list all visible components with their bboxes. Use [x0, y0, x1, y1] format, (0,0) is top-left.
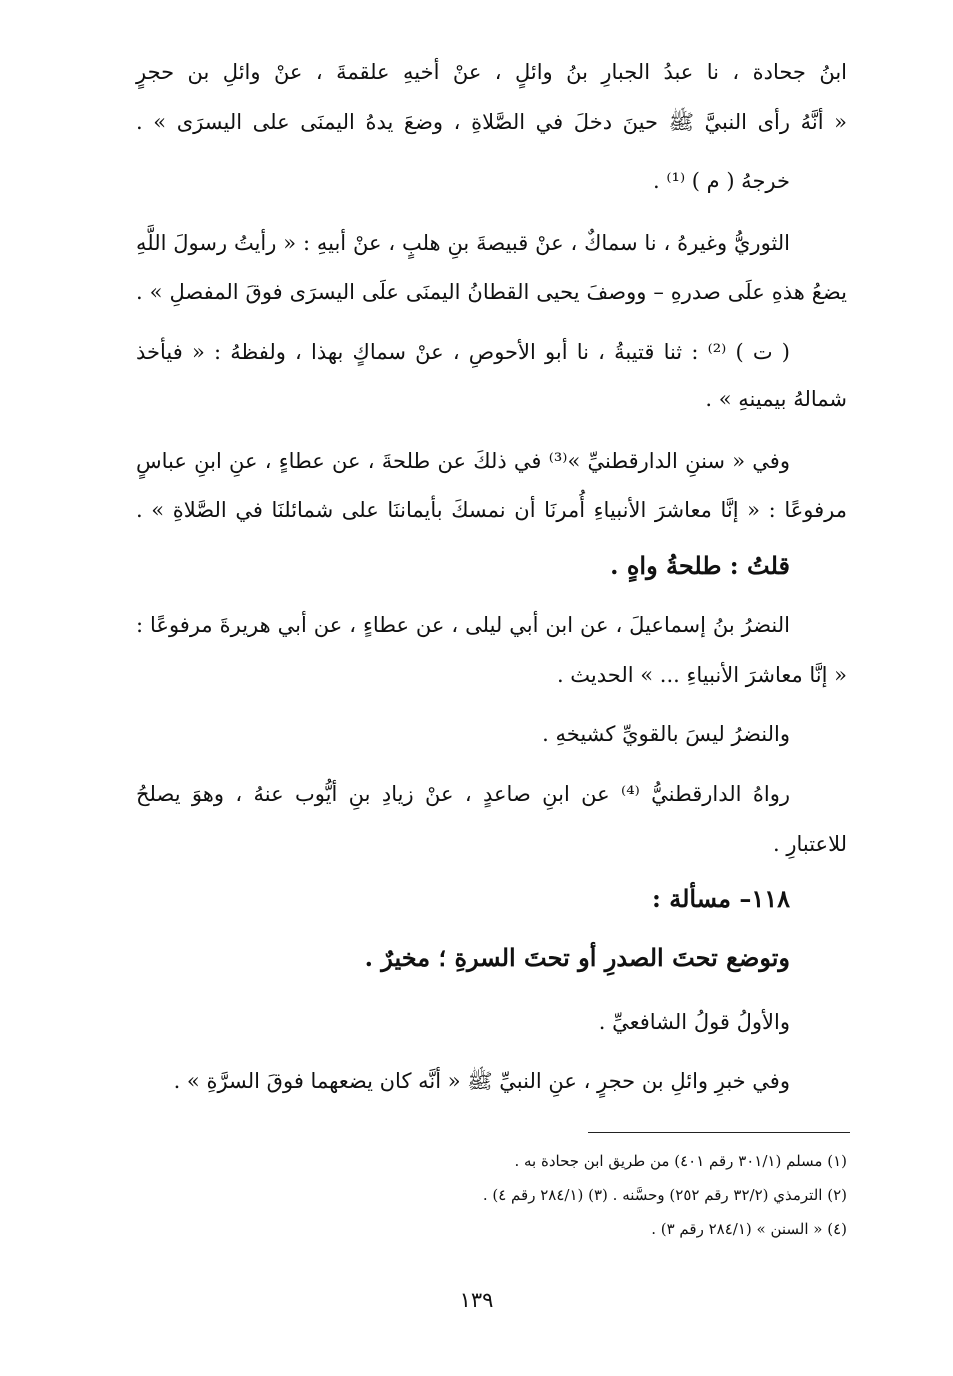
footnote-separator: [588, 1132, 850, 1133]
text-line-1: ابنُ جحادة ، نا عبدُ الجبارِ بنُ وائلٍ ، عنْ أخيهِ علقمةَ ، عنْ وائلِ بن حجرٍ: [136, 60, 847, 84]
text-line-6: ( ت ) ⁽²⁾ : ثنا قتيبةُ ، نا أبو الأحوصِ ، عنْ سماكٍ بهذا ، ولفظهُ : « فيأخذ: [136, 340, 790, 364]
text-line-8: وفي « سننِ الدارقطنيِّ »⁽³⁾ في ذلكَ عن طلحةَ ، عن عطاءٍ ، عنِ ابنِ عباسٍ: [136, 449, 790, 473]
text-line-5: يضعُ هذهِ علَى صدرهِ – ووصفَ يحيى القطانُ اليمنَى علَى اليسرَى فوقَ المفصلِ » .: [136, 280, 847, 304]
text-line-9: مرفوعًا : « إنَّا معاشرَ الأنبياءِ أُمرنَا أن نمسكَ بأيماننَا على شمائلنَا في الصَّلاةِ » .: [136, 498, 847, 522]
text-line-11: النضرُ بنُ إسماعيلَ ، عن ابن أبي ليلى ، عن عطاءٍ ، عن أبي هريرةَ مرفوعًا :: [136, 613, 790, 637]
footnote-1: (١) مسلم (٣٠١/١ رقم ٤٠١) من طريق ابن جحادة به .: [514, 1152, 847, 1170]
text-line-13: والنضرُ ليسَ بالقويِّ كشيخهِ .: [542, 722, 790, 746]
page-number: ١٣٩: [459, 1288, 494, 1312]
text-line-7: شمالهُ بيمينهِ » .: [705, 387, 847, 411]
text-line-3: خرجهُ ( م ) ⁽¹⁾ .: [653, 169, 790, 193]
text-line-4: الثوريُّ وغيرهُ ، نا سماكٌ ، عنْ قبيصةَ بنِ هلبٍ ، عنْ أبيهِ : « رأيتُ رسولَ اللَّهِ: [136, 231, 790, 255]
issue-statement: وتوضع تحتَ الصدرِ أو تحتَ السرةِ ؛ مخيرٌ .: [364, 943, 790, 972]
text-line-15: للاعتبارِ .: [772, 832, 847, 856]
text-line-14: رواهُ الدارقطنيُّ ⁽⁴⁾ عن ابنِ صاعدٍ ، عنْ زيادِ بنِ أيُّوب عنهُ ، وهوَ يصلحُ: [136, 782, 790, 806]
text-line-12: « إنَّا معاشرَ الأنبياءِ ... » الحديث .: [556, 663, 847, 687]
issue-heading: ١١٨– مسألة :: [652, 884, 790, 913]
text-line-19: وفي خبرِ وائلِ بن حجرٍ ، عنِ النبيِّ ﷺ « أنَّه كان يضعهما فوقَ السرَّةِ » .: [173, 1069, 790, 1093]
footnote-2-3: (٢) الترمذي (٣٢/٢ رقم ٢٥٢) وحسَّنه . (٣) (٢٨٤/١ رقم ٤) .: [482, 1186, 847, 1204]
footnote-4: (٤) « السنن » (٢٨٤/١ رقم ٣) .: [651, 1220, 847, 1238]
text-line-18: والأولُ قولُ الشافعيِّ .: [598, 1010, 790, 1034]
text-line-2: « أنَّهُ رأى النبيَّ ﷺ حينَ دخلَ في الصَّلاةِ ، وضعَ يدهُ اليمنَى على اليسرَى » .: [136, 110, 847, 134]
heading-remark: قلتُ : طلحةُ واهٍ .: [610, 551, 790, 580]
